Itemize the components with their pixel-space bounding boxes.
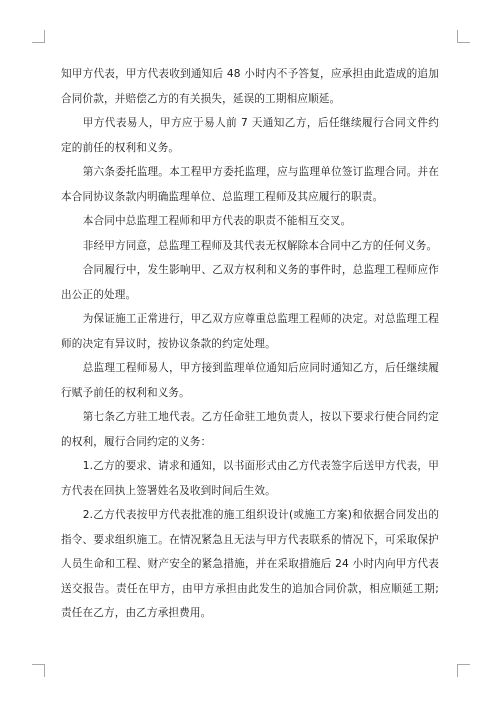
paragraph: 合同履行中，发生影响甲、乙双方权利和义务的事件时，总监理工程师应作出公正的处理。 <box>61 264 439 301</box>
paragraph: 本合同中总监理工程师和甲方代表的职责不能相互交叉。 <box>82 215 352 227</box>
paragraph: 非经甲方同意，总监理工程师及其代表无权解除本合同中乙方的任何义务。 <box>82 239 438 252</box>
paragraph: 第七条乙方驻工地代表。乙方任命驻工地负责人，按以下要求行使合同约定的权利，履行合同约定的义务： <box>61 411 439 448</box>
paragraph: 1.乙方的要求、请求和通知，以书面形式由乙方代表签字后送甲方代表，甲方代表在回执上签署姓名及收到时间后生效。 <box>61 460 439 497</box>
crop-mark-bottom-right <box>457 664 470 677</box>
paragraph: 为保证施工正常进行，甲乙双方应尊重总监理工程师的决定。对总监理工程师的决定有异议时，按协议条款的约定处理。 <box>61 313 439 350</box>
crop-mark-top-left <box>32 30 45 43</box>
paragraph: 总监理工程师易人，甲方接到监理单位通知后应同时通知乙方，后任继续履行赋予前任的权利和义务。 <box>61 362 439 399</box>
paragraph: 2.乙方代表按甲方代表批准的施工组织设计(或施工方案)和依据合同发出的指令、要求组织施工。在情况紧急且无法与甲方代表联系的情况下，可采取保护人员生命和工程、财产安全的紧急措施，并在采取措施后 24 小时内向甲方代表送交报告。责任在甲方，由甲方承担由此发生的追加合同价款，相应顺延工期;责任在乙方，由乙方承担费用。 <box>61 509 439 619</box>
paragraph: 知甲方代表，甲方代表收到通知后 48 小时内不予答复，应承担由此造成的追加合同价款，并赔偿乙方的有关损失，延误的工期相应顺延。 <box>61 68 439 105</box>
crop-mark-top-right <box>457 30 470 43</box>
document-body <box>61 62 439 626</box>
paragraph: 甲方代表易人，甲方应于易人前 7 天通知乙方，后任继续履行合同文件约定的前任的权利和义务。 <box>61 117 439 154</box>
crop-mark-bottom-left <box>32 664 45 677</box>
paragraph: 第六条委托监理。本工程甲方委托监理，应与监理单位签订监理合同。并在本合同协议条款内明确监理单位、总监理工程师及其应履行的职责。 <box>61 166 439 203</box>
